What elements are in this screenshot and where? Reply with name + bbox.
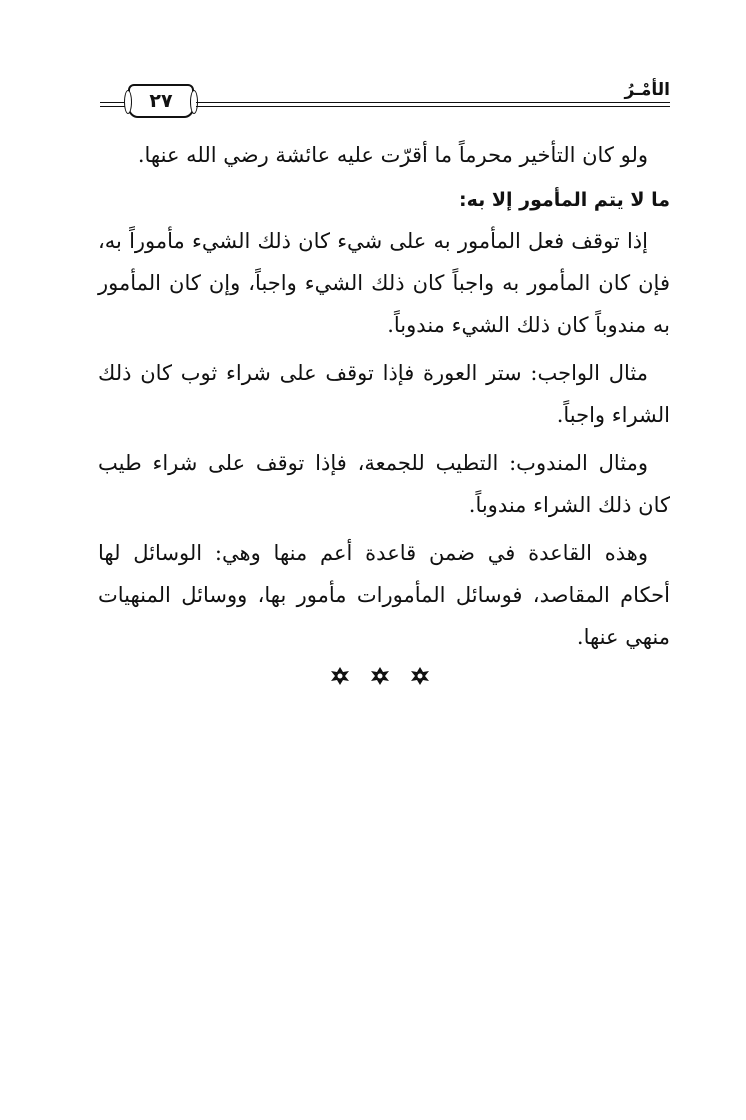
paragraph-3: مثال الواجب: ستر العورة فإذا توقف على شراء ثوب كان ذلك الشراء واجباً. (98, 361, 670, 427)
paragraph-4: ومثال المندوب: التطيب للجمعة، فإذا توقف على شراء طيب كان ذلك الشراء مندوباً. (98, 451, 670, 517)
paragraph-5: وهذه القاعدة في ضمن قاعدة أعم منها وهي: الوسائل لها أحكام المقاصد، فوسائل المأمورات مأمور بها، ووسائل المنهيات منهي عنها. (98, 541, 670, 649)
paragraph-2: إذا توقف فعل المأمور به على شيء كان ذلك الشيء مأموراً به، فإن كان المأمور به واجباً كان ذلك الشيء واجباً، وإن كان المأمور به مندوباً كان ذلك الشيء مندوباً. (98, 229, 670, 337)
section-end-ornaments (330, 664, 430, 688)
page-header (100, 78, 670, 122)
chapter-title: الأمْـرُ (624, 80, 670, 100)
header-rule-right (196, 102, 670, 103)
floral-ornament-icon (370, 666, 390, 686)
paragraph-1: ولو كان التأخير محرماً ما أقرّت عليه عائشة رضي الله عنها. (137, 143, 648, 167)
page-number-badge (128, 84, 194, 118)
header-rule-right-double (196, 106, 670, 107)
floral-ornament-icon (330, 666, 350, 686)
floral-ornament-icon (410, 666, 430, 686)
page-body (98, 134, 670, 658)
page-number: ٢٧ (149, 90, 173, 112)
section-heading: ما لا يتم المأمور إلا به: (459, 189, 670, 211)
